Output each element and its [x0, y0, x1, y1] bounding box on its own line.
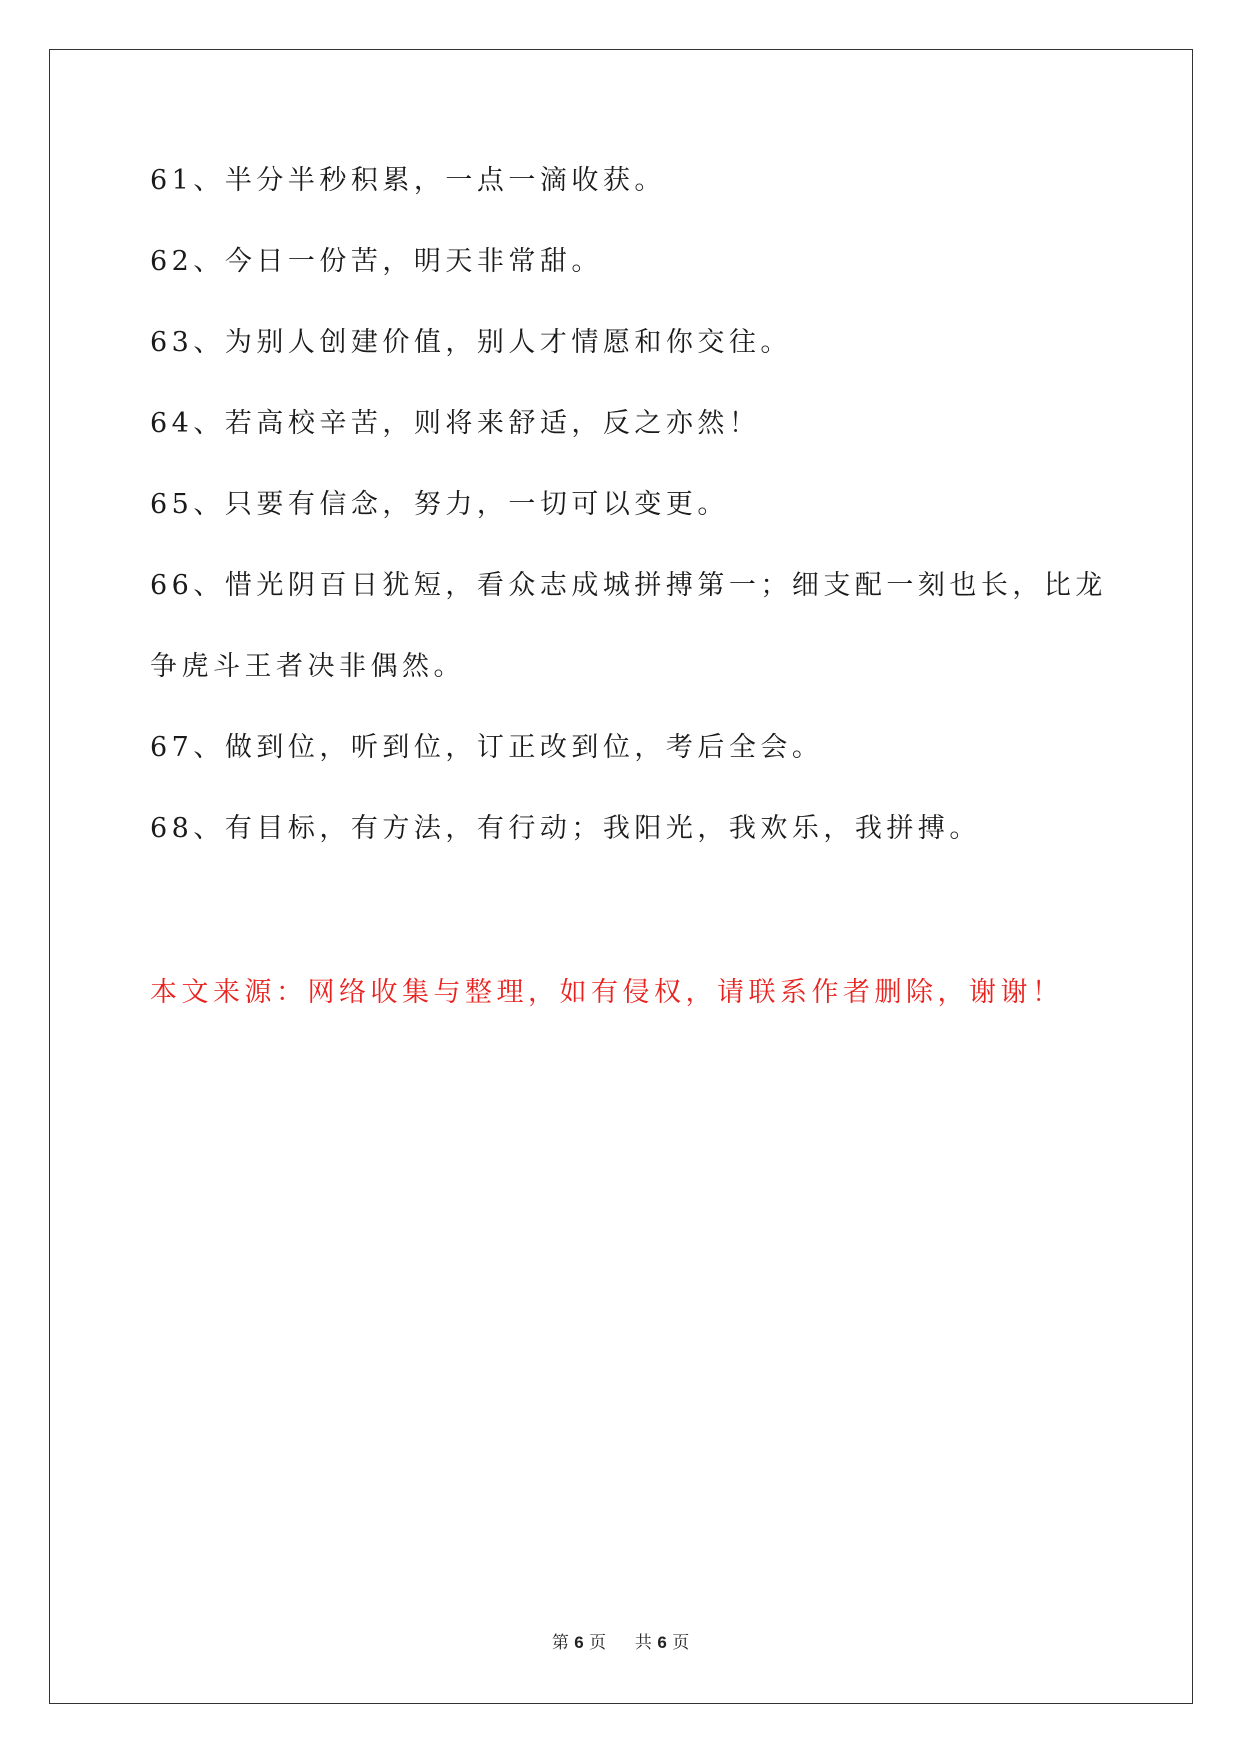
text-line-61: 61、半分半秒积累，一点一滴收获。	[150, 165, 666, 196]
text-line-62: 62、今日一份苦，明天非常甜。	[150, 246, 603, 277]
page-suffix: 页	[589, 1633, 607, 1653]
total-pages: 6	[657, 1633, 667, 1652]
text-line-67: 67、做到位，听到位，订正改到位，考后全会。	[150, 732, 824, 763]
page-border	[49, 49, 1193, 1704]
text-line-65: 65、只要有信念，努力，一切可以变更。	[150, 489, 729, 520]
text-line-66-continued: 争虎斗王者决非偶然。	[150, 651, 465, 682]
page-number: 6	[574, 1633, 584, 1652]
page-footer	[0, 1628, 1241, 1653]
total-suffix: 页	[672, 1633, 690, 1653]
text-line-66: 66、惜光阴百日犹短，看众志成城拼搏第一；细支配一刻也长，比龙	[150, 570, 1107, 601]
text-line-68: 68、有目标，有方法，有行动；我阳光，我欢乐，我拼搏。	[150, 813, 981, 844]
source-note: 本文来源：网络收集与整理，如有侵权，请联系作者删除，谢谢！	[150, 977, 1064, 1008]
page-prefix: 第	[551, 1633, 569, 1653]
text-line-63: 63、为别人创建价值，别人才情愿和你交往。	[150, 327, 792, 358]
total-prefix: 共	[634, 1633, 652, 1653]
text-line-64: 64、若高校辛苦，则将来舒适，反之亦然！	[150, 408, 761, 439]
